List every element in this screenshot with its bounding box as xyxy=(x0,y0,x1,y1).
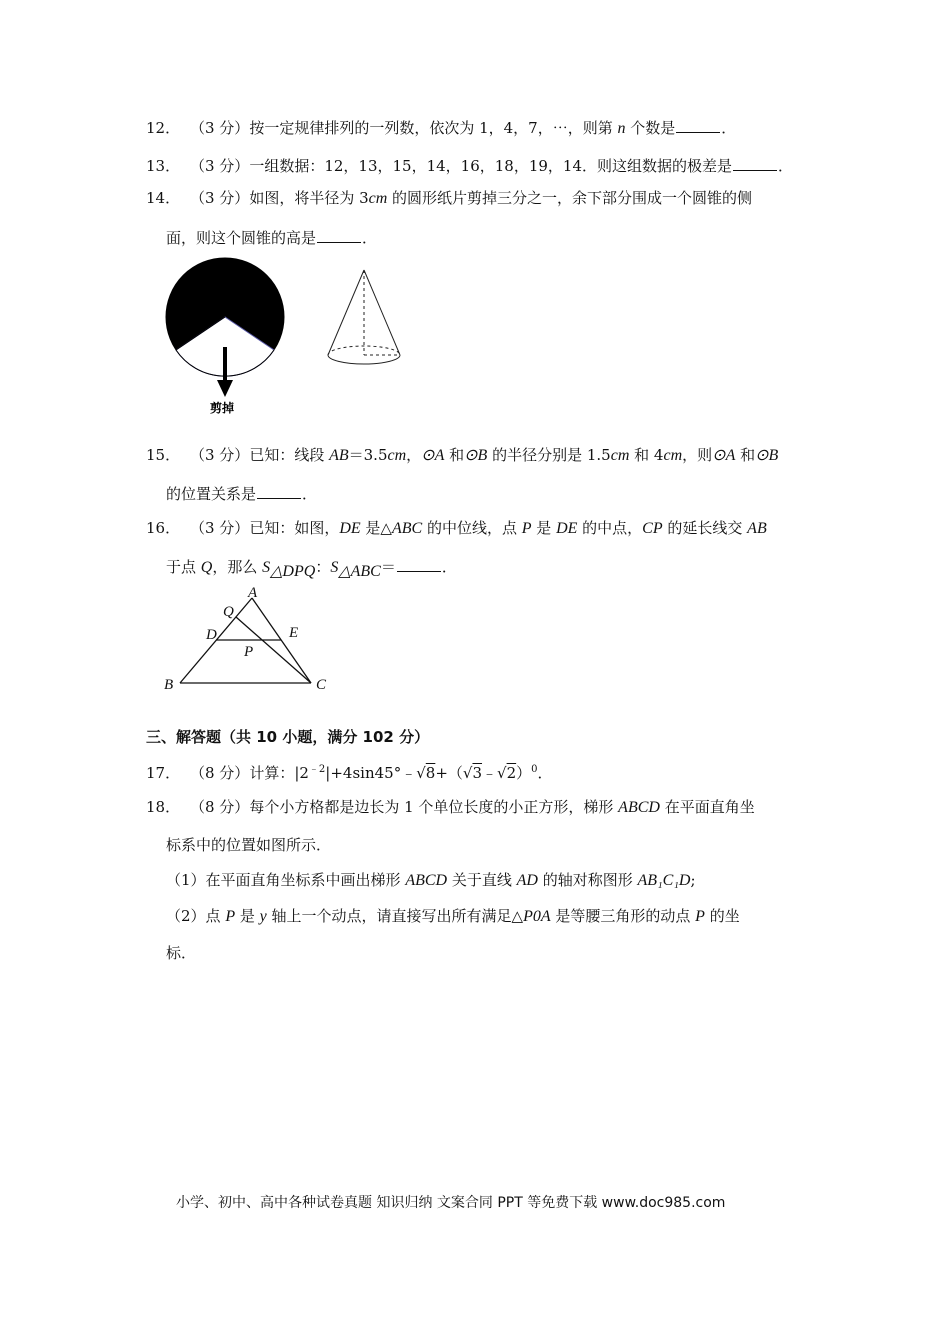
variable: y xyxy=(259,908,267,925)
question-text: ，那么 xyxy=(212,558,263,576)
question-number: 16． xyxy=(146,519,181,537)
question-text: 面，则这个圆锥的高是 xyxy=(166,229,317,247)
variable: CP xyxy=(642,520,663,537)
variable: ABC xyxy=(391,520,423,537)
question-number: 17． xyxy=(146,764,181,782)
variable: AB xyxy=(747,520,767,537)
variable: P xyxy=(695,908,705,925)
question-text: 是△ xyxy=(360,519,392,537)
question-score: （3 分） xyxy=(190,157,250,175)
question-text: 标系中的位置如图所示． xyxy=(166,836,332,854)
question-text: 的位置关系是 xyxy=(166,485,257,503)
variable: n xyxy=(617,120,626,137)
punctuation: ＝ xyxy=(380,558,396,576)
question-text: 在平面直角坐 xyxy=(659,798,755,816)
punctuation: ． xyxy=(537,764,553,782)
question-number: 15． xyxy=(146,446,181,464)
variable: P xyxy=(225,908,236,925)
question-18 xyxy=(146,797,755,818)
variable: Q xyxy=(200,559,213,576)
variable: S xyxy=(262,559,271,576)
variable: S xyxy=(330,559,339,576)
answer-blank xyxy=(317,228,361,243)
variable: DE xyxy=(339,520,361,537)
question-score: （3 分） xyxy=(190,189,250,207)
variable: P0A xyxy=(523,908,551,925)
question-text: ，则 xyxy=(682,446,713,464)
question-text: 的延长线交 xyxy=(662,519,748,537)
cone xyxy=(328,270,400,364)
radicand: 3 xyxy=(472,764,483,782)
question-text: 的圆形纸片剪掉三分之一，余下部分围成一个圆锥的侧 xyxy=(387,189,753,207)
variable: AD xyxy=(516,872,538,889)
cut-label: 剪掉 xyxy=(210,401,235,415)
question-text: 的中位线，点 xyxy=(422,519,522,537)
punctuation: ． xyxy=(302,485,318,503)
radicand: 2 xyxy=(506,764,517,782)
unit: cm xyxy=(368,190,388,207)
question-16 xyxy=(146,518,767,539)
question-18-line-last xyxy=(166,943,196,963)
circle-a: ⊙A xyxy=(421,447,445,464)
radicand: 8 xyxy=(425,764,436,782)
question-text: （1）在平面直角坐标系中画出梯形 xyxy=(166,871,406,889)
punctuation: ． xyxy=(778,157,794,175)
question-text: 和 4 xyxy=(629,446,664,464)
question-17 xyxy=(146,760,553,783)
punctuation: ． xyxy=(721,119,737,137)
variable: ABCD xyxy=(405,872,448,889)
question-14-line2 xyxy=(166,228,377,248)
question-text: 标． xyxy=(166,944,197,962)
q16-triangle-figure xyxy=(160,583,340,695)
question-text: 于点 xyxy=(166,558,201,576)
label-e: E xyxy=(289,625,299,641)
question-18-part2 xyxy=(166,906,740,927)
answer-blank xyxy=(733,156,777,171)
question-score: （8 分） xyxy=(190,798,250,816)
question-score: （8 分） xyxy=(190,764,250,782)
label-d: D xyxy=(206,627,217,643)
question-text: 的轴对称图形 xyxy=(537,871,638,889)
question-number: 13． xyxy=(146,157,181,175)
question-text: 一组数据：12，13，15，14，16，18，19，14．则这组数据的极差是 xyxy=(249,157,733,175)
question-text: 是等腰三角形的动点 xyxy=(550,907,696,925)
q14-figure xyxy=(160,255,420,420)
variable: AB xyxy=(329,447,349,464)
question-number: 12． xyxy=(146,119,181,137)
question-score: （3 分） xyxy=(190,119,250,137)
question-text: 的半径分别是 1.5 xyxy=(487,446,611,464)
punctuation: ． xyxy=(441,558,457,576)
question-text: 和 xyxy=(735,446,756,464)
punctuation: ： xyxy=(315,558,331,576)
question-18-line2 xyxy=(166,835,331,855)
question-text: 关于直线 xyxy=(447,871,517,889)
question-text: 是 xyxy=(235,907,260,925)
question-14 xyxy=(146,188,752,209)
question-text: |+4sin45°﹣ xyxy=(325,764,417,782)
label-a: A xyxy=(248,585,258,601)
punctuation: ， xyxy=(406,446,422,464)
question-number: 14． xyxy=(146,189,181,207)
answer-blank xyxy=(257,484,301,499)
question-text: 计算：|2 xyxy=(249,764,309,782)
question-15-line2 xyxy=(166,484,317,504)
label-c: C xyxy=(316,677,327,693)
variable: AB₁C₁D xyxy=(637,872,691,889)
superscript: ﹣2 xyxy=(308,764,326,775)
question-text: 按一定规律排列的一列数，依次为 1，4，7，⋯，则第 xyxy=(249,119,618,137)
question-text: 的坐 xyxy=(704,907,740,925)
sqrt-icon: √ xyxy=(416,764,426,782)
variable: ABCD xyxy=(618,799,660,816)
unit: cm xyxy=(610,447,630,464)
label-b: B xyxy=(164,677,174,693)
question-text: 每个小方格都是边长为 1 个单位长度的小正方形，梯形 xyxy=(249,798,619,816)
question-score: （3 分） xyxy=(190,446,250,464)
label-q: Q xyxy=(223,604,234,620)
question-number: 18． xyxy=(146,798,181,816)
sqrt-icon: √ xyxy=(497,764,507,782)
question-text: ＝3.5 xyxy=(348,446,388,464)
question-15 xyxy=(146,445,778,466)
circle-b: ⊙B xyxy=(464,447,488,464)
unit: cm xyxy=(387,447,407,464)
question-13 xyxy=(146,156,793,176)
sqrt-icon: √ xyxy=(462,764,473,782)
question-text: （2）点 xyxy=(166,907,226,925)
question-text: 已知：线段 xyxy=(249,446,330,464)
answer-blank xyxy=(676,118,720,133)
page-footer: 小学、初中、高中各种试卷真题 知识归纳 文案合同 PPT 等免费下载 www.doc985.com xyxy=(176,1195,726,1211)
circle-a: ⊙A xyxy=(712,447,736,464)
punctuation: ） xyxy=(516,764,532,782)
punctuation: ﹣ xyxy=(482,764,498,782)
subscript: △ABC xyxy=(338,563,381,580)
question-text: 个数是 xyxy=(625,119,676,137)
question-text: 是 xyxy=(531,519,557,537)
circle-b: ⊙B xyxy=(755,447,779,464)
question-text: +（ xyxy=(435,764,463,782)
question-text: 轴上一个动点，请直接写出所有满足△ xyxy=(266,907,524,925)
punctuation: ; xyxy=(690,871,696,889)
variable: DE xyxy=(556,520,578,537)
question-12 xyxy=(146,118,736,139)
punctuation: ． xyxy=(362,229,378,247)
question-text: 和 xyxy=(444,446,465,464)
question-text: 已知：如图， xyxy=(249,519,340,537)
label-p: P xyxy=(244,644,254,660)
section-heading: 三、解答题（共 10 小题，满分 102 分） xyxy=(146,728,430,746)
question-score: （3 分） xyxy=(190,519,250,537)
answer-blank xyxy=(397,557,441,572)
unit: cm xyxy=(663,447,683,464)
question-18-part1 xyxy=(166,870,696,891)
question-text: 的中点， xyxy=(577,519,643,537)
variable: P xyxy=(521,520,532,537)
question-text: 如图，将半径为 3 xyxy=(249,189,369,207)
superscript: 0 xyxy=(531,764,538,775)
subscript: △DPQ xyxy=(270,563,316,580)
question-16-line2 xyxy=(166,557,457,582)
